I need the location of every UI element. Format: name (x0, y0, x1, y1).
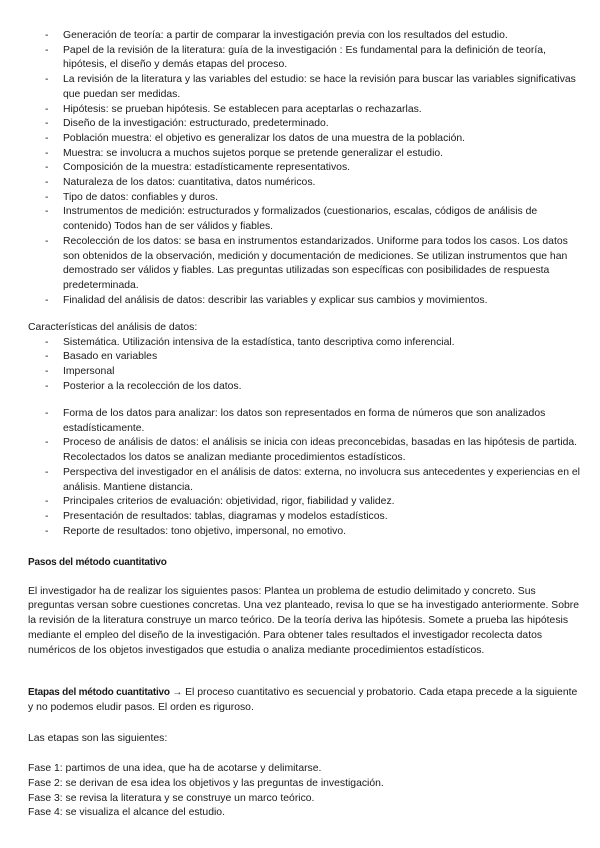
list-item-text: La revisión de la literatura y las variables del estudio: se hace la revisión para buscar las variables significativas que puedan ser medidas. (63, 74, 576, 100)
list-item (28, 176, 580, 191)
phase-item: Fase 3: se revisa la literatura y se construye un marco teórico. (28, 792, 315, 804)
list-item-text: Proceso de análisis de datos: el análisis se inicia con ideas preconcebidas, basadas en las hipótesis de partida. Recolectados los datos se analizan mediante procedimientos estadísticos. (63, 437, 578, 464)
list-item (28, 294, 580, 309)
bullet-dash: - (45, 177, 49, 189)
list-item (28, 147, 580, 162)
bullet-dash: - (45, 525, 49, 537)
list-item-text: Composición de la muestra: estadísticamente representativos. (63, 162, 351, 174)
list-item (28, 336, 580, 351)
list-item-text: Principales criterios de evaluación: objetividad, rigor, fiabilidad y validez. (63, 496, 395, 508)
bullet-dash: - (45, 496, 49, 508)
list-item-text: Generación de teoría: a partir de comparar la investigación previa con los resultados del estudio. (63, 30, 508, 41)
paragraph: Etapas del método cuantitativo → El proceso cuantitativo es secuencial y probatorio. Cada etapa precede a la siguiente y no podemos eludir pasos. El orden es riguroso. (28, 687, 578, 713)
list-item-text: Hipótesis: se prueban hipótesis. Se establecen para aceptarlas o rechazarlas. (63, 103, 422, 115)
list-item-text: Impersonal (63, 366, 115, 378)
list-item (28, 132, 580, 147)
bullet-dash: - (45, 118, 49, 130)
paragraph: Las etapas son las siguientes: (28, 733, 168, 745)
bullet-dash: - (45, 294, 49, 306)
bullet-dash: - (45, 206, 49, 218)
bullet-dash: - (45, 351, 49, 363)
list-item (28, 73, 580, 102)
list-item (28, 407, 580, 436)
etapas-section (28, 686, 580, 821)
phases-list (28, 762, 580, 821)
list-item (28, 495, 580, 510)
paragraph: El investigador ha de realizar los siguientes pasos: Plantea un problema de estudio delimitado y concreto. Sus preguntas versan sobre cuestiones concretas. Una vez planteado, revisa lo que se ha investigado anteriormente. Sobre la revisión de la literatura construye un marco teórico. De la teoría deriva las hipótesis. Somete a prueba las hipótesis mediante el empleo del diseño de la investigación. Para obtener tales resultados el investigador recolecta datos numéricos de los objetos investigados que estudia o analiza mediante procedimientos estadísticos. (28, 585, 580, 656)
list-item (28, 117, 580, 132)
list-item (28, 436, 580, 465)
list-item (28, 525, 580, 540)
list-item (28, 510, 580, 525)
list-item-text: Muestra: se involucra a muchos sujetos porque se pretende generalizar el estudio. (63, 147, 444, 159)
phase-item: Fase 4: se visualiza el alcance del estudio. (28, 807, 225, 819)
section-heading: Pasos del método cuantitativo (28, 557, 167, 568)
bullet-dash: - (45, 380, 49, 392)
list-item (28, 235, 580, 294)
bullet-dash: - (45, 162, 49, 174)
phase-item: Fase 2: se derivan de esa idea los objetivos y las preguntas de investigación. (28, 777, 384, 789)
list-item-text: Tipo de datos: confiables y duros. (63, 191, 218, 203)
list-item-text: Papel de la revisión de la literatura: guía de la investigación : Es fundamental para la definición de teoría, hipótesis, el diseño y demás etapas del proceso. (63, 44, 546, 71)
pasos-section (28, 556, 580, 658)
list-item-text: Presentación de resultados: tablas, diagramas y modelos estadísticos. (63, 510, 388, 522)
bullet-dash: - (45, 235, 49, 247)
list-item (28, 103, 580, 118)
list-item (28, 365, 580, 380)
list-item (28, 29, 580, 44)
list-item-text: Sistemática. Utilización intensiva de la estadística, tanto descriptiva como inferencial. (63, 336, 455, 348)
bullet-dash: - (45, 147, 49, 159)
list-item-text: Perspectiva del investigador en el análisis de datos: externa, no involucra sus antecedentes y experiencias en el análisis. Mantiene distancia. (63, 466, 580, 493)
bullet-dash: - (45, 510, 49, 522)
list-item-text: Población muestra: el objetivo es generalizar los datos de una muestra de la población. (63, 132, 466, 144)
bullet-dash: - (45, 336, 49, 348)
list-item-text: Forma de los datos para analizar: los datos son representados en forma de números que son analizados estadísticamente. (63, 408, 546, 434)
list-item-text: Basado en variables (63, 351, 158, 363)
list-item (28, 161, 580, 176)
list-item (28, 44, 580, 73)
bullet-dash: - (45, 408, 49, 419)
bullet-dash: - (45, 437, 49, 449)
bullet-dash: - (45, 366, 49, 378)
analysis-list (28, 407, 580, 539)
list-item (28, 380, 580, 395)
bullet-dash: - (45, 132, 49, 144)
bullet-dash: - (45, 191, 49, 203)
list-item (28, 191, 580, 206)
data-analysis-section (28, 321, 580, 395)
bullet-dash: - (45, 466, 49, 478)
bullet-dash: - (45, 30, 49, 41)
list-item-text: Posterior a la recolección de los datos. (63, 380, 242, 392)
list-item-text: Instrumentos de medición: estructurados y formalizados (cuestionarios, escalas, códigos de análisis de contenido) Todos han de ser válidos y fiables. (63, 206, 538, 233)
list-item (28, 466, 580, 495)
section-title: Características del análisis de datos: (28, 322, 198, 333)
list-item-text: Recolección de los datos: se basa en instrumentos estandarizados. Uniforme para todos los casos. Los datos son obtenidos de la observación, medición y documentación de mediciones. Se utilizan instrumentos que han demostrado ser válidos y fiables. Las preguntas utilizadas son específicas con posibilidades de respuesta predeterminada. (63, 235, 568, 291)
list-item-text: Finalidad del análisis de datos: describir las variables y explicar sus cambios y movimientos. (63, 294, 488, 306)
list-item-text: Reporte de resultados: tono objetivo, impersonal, no emotivo. (63, 525, 347, 537)
bullet-dash: - (45, 74, 49, 86)
list-item (28, 350, 580, 365)
list-item (28, 205, 580, 234)
bullet-dash: - (45, 103, 49, 115)
list-item-text: Naturaleza de los datos: cuantitativa, datos numéricos. (63, 177, 316, 189)
characteristics-list (28, 29, 580, 308)
bold-label: Etapas del método cuantitativo → (28, 687, 183, 698)
bullet-dash: - (45, 44, 49, 56)
phase-item: Fase 1: partimos de una idea, que ha de acotarse y delimitarse. (28, 763, 322, 775)
list-item-text: Diseño de la investigación: estructurado, predeterminado. (63, 118, 329, 130)
